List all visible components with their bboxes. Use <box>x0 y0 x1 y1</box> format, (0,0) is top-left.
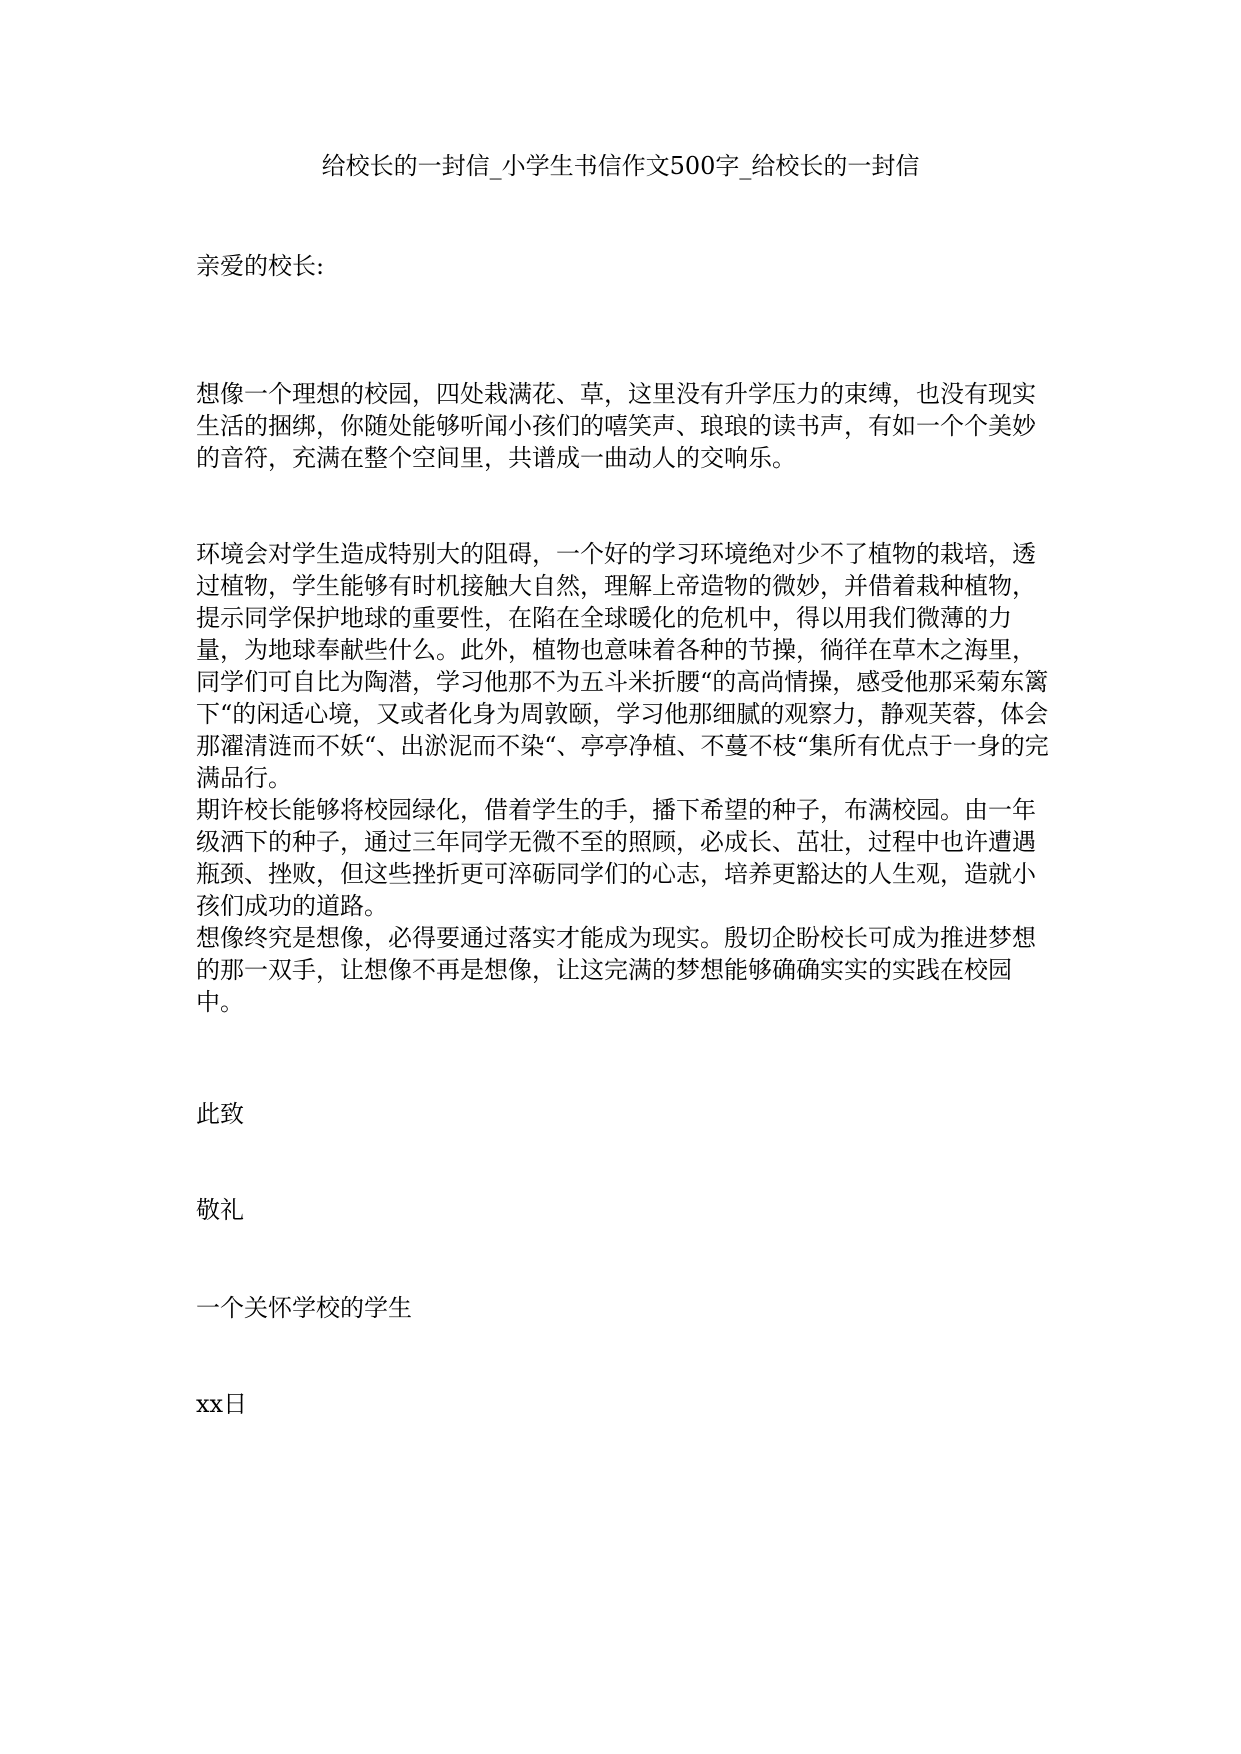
closing-text: 此致 <box>196 1100 244 1128</box>
closing-line-2 <box>196 1194 1056 1226</box>
closing-line-1 <box>196 1098 1056 1130</box>
document-title: 给校长的一封信_小学生书信作文500字_给校长的一封信 <box>321 152 920 180</box>
date-text: xx日 <box>196 1390 248 1418</box>
salutation <box>196 250 1056 282</box>
closing-text: 敬礼 <box>196 1196 244 1224</box>
signature-text: 一个关怀学校的学生 <box>196 1294 412 1322</box>
paragraph-text: 想像终究是想像，必得要通过落实才能成为现实。殷切企盼校长可成为推进梦想的那一双手，让想像不再是想像，让这完满的梦想能够确确实实的实践在校园中。 <box>196 924 1036 1016</box>
letter-date <box>196 1388 1056 1420</box>
signature <box>196 1292 1056 1324</box>
paragraph-text: 想像一个理想的校园，四处栽满花、草，这里没有升学压力的束缚，也没有现实生活的捆绑，你随处能够听闻小孩们的嘻笑声、琅琅的读书声，有如一个个美妙的音符，充满在整个空间里，共谱成一曲动人的交响乐。 <box>196 380 1036 472</box>
paragraph-text: 期许校长能够将校园绿化，借着学生的手，播下希望的种子，布满校园。由一年级洒下的种子，通过三年同学无微不至的照顾，必成长、茁壮，过程中也许遭遇瓶颈、挫败，但这些挫折更可淬砺同学们的心志，培养更豁达的人生观，造就小孩们成功的道路。 <box>196 796 1036 920</box>
paragraph-text: 环境会对学生造成特别大的阻碍，一个好的学习环境绝对少不了植物的栽培，透过植物，学生能够有时机接触大自然，理解上帝造物的微妙，并借着栽种植物，提示同学保护地球的重要性，在陷在全球暖化的危机中，得以用我们微薄的力量，为地球奉献些什么。此外，植物也意味着各种的节操，徜徉在草木之海里，同学们可自比为陶潜，学习他那不为五斗米折腰“的高尚情操，感受他那采菊东篱下“的闲适心境，又或者化身为周敦颐，学习他那细腻的观察力，静观芙蓉，体会那濯清涟而不妖“、出淤泥而不染“、亭亭净植、不蔓不枝“集所有优点于一身的完满品行。 <box>196 540 1049 792</box>
body-paragraph-1 <box>196 378 1056 474</box>
body-paragraphs <box>196 538 1056 1018</box>
salutation-text: 亲爱的校长: <box>196 252 325 280</box>
